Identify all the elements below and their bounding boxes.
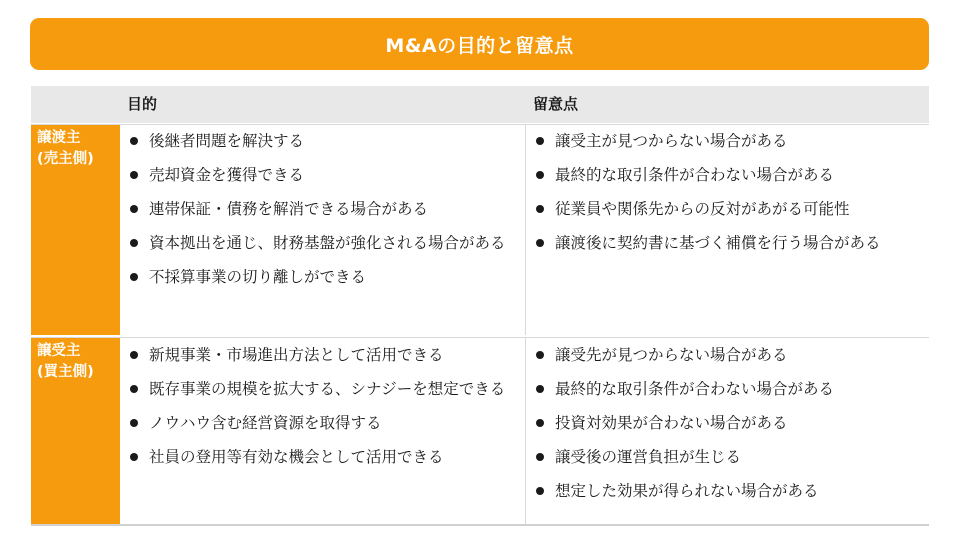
row-label-seller [31, 125, 120, 335]
bullet-icon [536, 239, 544, 247]
list-item [127, 260, 519, 294]
list-item-text: ノウハウ含む経営資源を取得する [149, 414, 382, 432]
bullet-icon [130, 351, 138, 359]
list-item [533, 440, 923, 474]
bullet-icon [130, 171, 138, 179]
list-item-text: 想定した効果が得られない場合がある [555, 482, 819, 500]
list-item-text: 不採算事業の切り離しができる [149, 268, 367, 286]
buyer-caution-list [533, 338, 923, 508]
list-item [533, 474, 923, 508]
list-item-text: 最終的な取引条件が合わない場合がある [555, 166, 835, 184]
list-item-text: 譲渡後に契約書に基づく補償を行う場合がある [555, 234, 881, 252]
section-seller [31, 124, 929, 335]
header-caution: 留意点 [533, 95, 579, 113]
list-item [127, 192, 519, 226]
bullet-icon [130, 453, 138, 461]
bullet-icon [536, 419, 544, 427]
row-label-seller-line2: (売主側) [37, 151, 94, 167]
list-item-text: 社員の登用等有効な機会として活用できる [149, 448, 444, 466]
list-item-text: 譲受先が見つからない場合がある [555, 346, 788, 364]
list-item-text: 譲受主が見つからない場合がある [555, 132, 788, 150]
list-item-text: 資本拠出を通じ、財務基盤が強化される場合がある [149, 234, 506, 252]
list-item-text: 新規事業・市場進出方法として活用できる [149, 346, 444, 364]
bullet-icon [536, 205, 544, 213]
list-item [533, 372, 923, 406]
seller-purpose-list [127, 124, 519, 294]
bullet-icon [130, 239, 138, 247]
row-label-buyer [31, 338, 120, 524]
list-item [127, 226, 519, 260]
seller-caution-list [533, 124, 923, 260]
list-item [127, 124, 519, 158]
list-item [127, 406, 519, 440]
header-purpose: 目的 [127, 95, 158, 113]
slide-title-banner [30, 18, 929, 70]
list-item [533, 124, 923, 158]
list-item-text: 最終的な取引条件が合わない場合がある [555, 380, 835, 398]
column-divider [525, 125, 526, 335]
list-item-text: 売却資金を獲得できる [149, 166, 305, 184]
bullet-icon [130, 137, 138, 145]
bullet-icon [130, 419, 138, 427]
slide-title: M&Aの目的と留意点 [385, 34, 574, 57]
list-item [533, 226, 923, 260]
list-item-text: 連帯保証・債務を解消できる場合がある [149, 200, 429, 218]
comparison-table [31, 86, 929, 526]
list-item-text: 譲受後の運営負担が生じる [555, 448, 742, 466]
bullet-icon [536, 487, 544, 495]
bullet-icon [536, 171, 544, 179]
list-item [533, 338, 923, 372]
list-item-text: 従業員や関係先からの反対があがる可能性 [555, 200, 850, 218]
list-item-text: 既存事業の規模を拡大する、シナジーを想定できる [149, 380, 506, 398]
list-item [127, 372, 519, 406]
row-label-buyer-line1: 譲受主 [37, 343, 81, 359]
row-label-buyer-line2: (買主側) [37, 364, 94, 380]
bullet-icon [536, 453, 544, 461]
list-item [127, 338, 519, 372]
column-divider [525, 338, 526, 524]
list-item [533, 192, 923, 226]
bullet-icon [536, 137, 544, 145]
bullet-icon [130, 273, 138, 281]
list-item-text: 後継者問題を解決する [149, 132, 305, 150]
list-item [533, 158, 923, 192]
list-item-text: 投資対効果が合わない場合がある [555, 414, 788, 432]
bullet-icon [130, 385, 138, 393]
buyer-purpose-list [127, 338, 519, 474]
bullet-icon [536, 385, 544, 393]
section-buyer [31, 337, 929, 526]
row-label-seller-line1: 譲渡主 [37, 130, 81, 146]
bullet-icon [130, 205, 138, 213]
bullet-icon [536, 351, 544, 359]
list-item [127, 158, 519, 192]
list-item [127, 440, 519, 474]
table-header-row [31, 86, 929, 123]
list-item [533, 406, 923, 440]
